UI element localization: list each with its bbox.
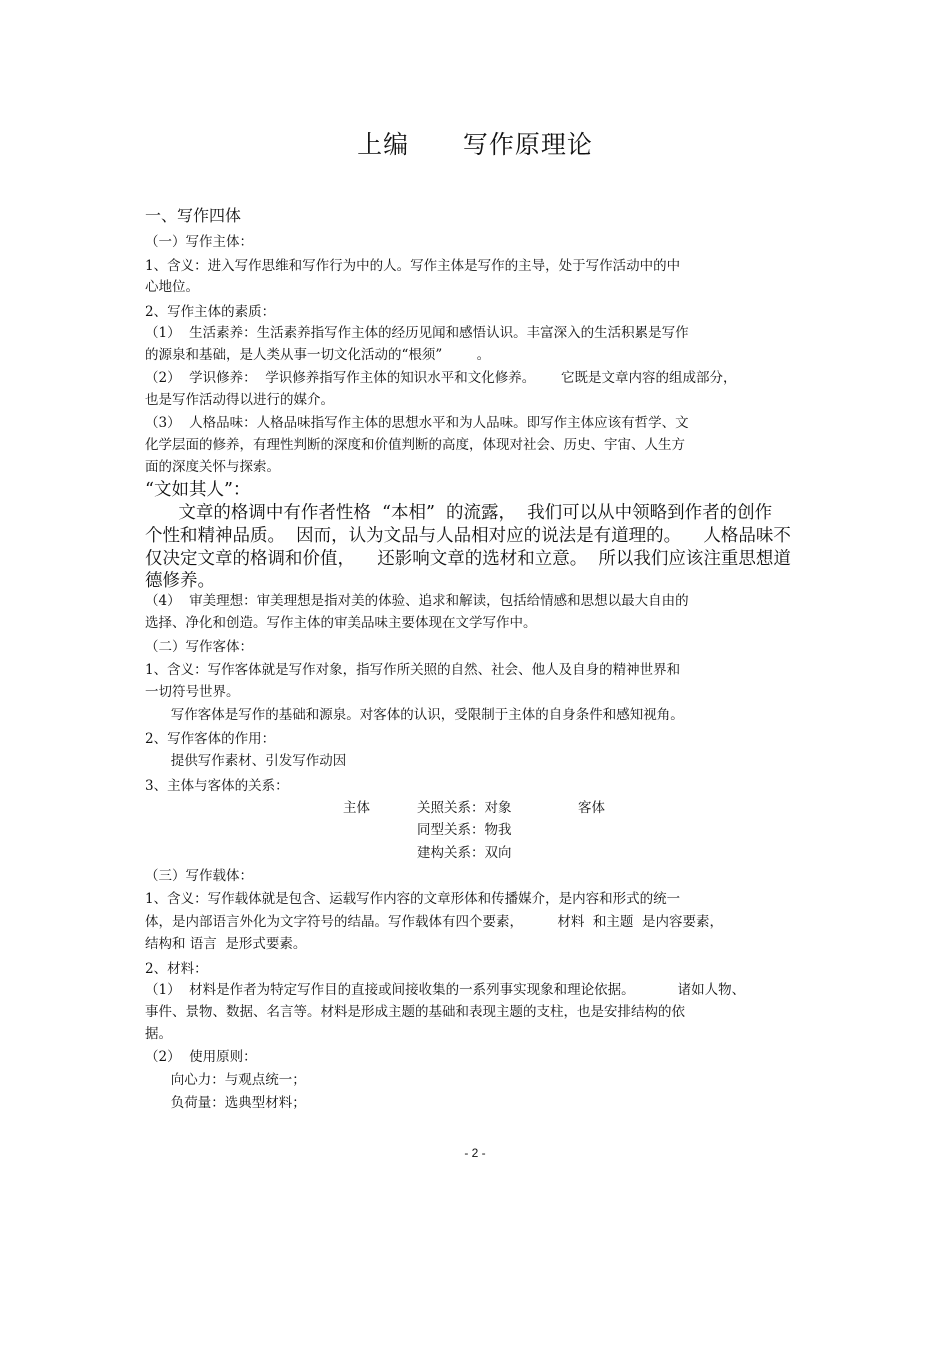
paragraph-line: 负荷量：选典型材料； bbox=[145, 1095, 306, 1111]
paragraph-line: （2） 学识修养： 学识修养指写作主体的知识水平和文化修养。 它既是文章内容的组成部分， bbox=[145, 370, 737, 386]
paragraph-line: 2、写作客体的作用： bbox=[145, 731, 276, 747]
quote-line: 仅决定文章的格调和价值， 还影响文章的选材和立意。 所以我们应该注重思想道 bbox=[145, 549, 791, 569]
page-title: 上编 写作原理论 bbox=[357, 130, 593, 159]
paragraph-line: （2） 使用原则： bbox=[145, 1049, 257, 1065]
paragraph-line: （4） 审美理想：审美理想是指对美的体验、追求和解读，包括给情感和思想以最大自由的 bbox=[145, 593, 689, 609]
paragraph-line: 2、材料： bbox=[145, 961, 208, 977]
quote-line: 个性和精神品质。 因而，认为文品与人品相对应的说法是有道理的。 人格品味不 bbox=[145, 526, 791, 546]
quote-line: 德修养。 bbox=[145, 571, 215, 591]
paragraph-line: 写作客体是写作的基础和源泉。对客体的认识，受限制于主体的自身条件和感知视角。 bbox=[145, 707, 684, 723]
paragraph-line: 据。 bbox=[145, 1026, 172, 1042]
paragraph-line: 向心力：与观点统一； bbox=[145, 1072, 306, 1088]
relation-object: 客体 bbox=[578, 800, 605, 816]
paragraph-line: （1） 材料是作者为特定写作目的直接或间接收集的一系列事实现象和理论依据。 诸如人物、 bbox=[145, 982, 746, 998]
relation-item: 关照关系：对象 bbox=[417, 800, 512, 816]
relation-subject: 主体 bbox=[343, 800, 370, 816]
paragraph-line: 的源泉和基础，是人类从事一切文化活动的“根须” 。 bbox=[145, 347, 491, 363]
subheading-subject: （一）写作主体： bbox=[145, 234, 253, 250]
paragraph-line: 体，是内部语言外化为文字符号的结晶。写作载体有四个要素， 材料 和主题 是内容要素， bbox=[145, 914, 723, 930]
paragraph-line: 事件、景物、数据、名言等。材料是形成主题的基础和表现主题的支柱，也是安排结构的依 bbox=[145, 1004, 685, 1020]
paragraph-line: 提供写作素材、引发写作动因 bbox=[145, 753, 347, 769]
quote-title: “文如其人”： bbox=[145, 480, 251, 500]
subheading-object: （二）写作客体： bbox=[145, 639, 253, 655]
subheading-carrier: （三）写作载体： bbox=[145, 868, 253, 884]
paragraph-line: 3、主体与客体的关系： bbox=[145, 778, 289, 794]
paragraph-line: 也是写作活动得以进行的媒介。 bbox=[145, 392, 334, 408]
paragraph-line: （1） 生活素养：生活素养指写作主体的经历见闻和感悟认识。丰富深入的生活积累是写作 bbox=[145, 325, 689, 341]
paragraph-line: 心地位。 bbox=[145, 279, 199, 295]
paragraph-line: （3） 人格品味：人格品味指写作主体的思想水平和为人品味。即写作主体应该有哲学、文 bbox=[145, 415, 689, 431]
paragraph-line: 选择、净化和创造。写作主体的审美品味主要体现在文学写作中。 bbox=[145, 615, 537, 631]
paragraph-line: 1、含义：进入写作思维和写作行为中的人。写作主体是写作的主导，处于写作活动中的中 bbox=[145, 258, 681, 274]
section-heading: 一、写作四体 bbox=[145, 206, 242, 225]
paragraph-line: 1、含义：写作客体就是写作对象，指写作所关照的自然、社会、他人及自身的精神世界和 bbox=[145, 662, 681, 678]
page-number: - 2 - bbox=[464, 1146, 486, 1160]
paragraph-line: 一切符号世界。 bbox=[145, 684, 240, 700]
paragraph-line: 面的深度关怀与探索。 bbox=[145, 459, 280, 475]
relation-item: 建构关系：双向 bbox=[417, 845, 512, 861]
relation-item: 同型关系：物我 bbox=[417, 822, 512, 838]
paragraph-line: 结构和 语言 是形式要素。 bbox=[145, 936, 307, 952]
subheading-quality: 2、写作主体的素质： bbox=[145, 304, 276, 320]
paragraph-line: 1、含义：写作载体就是包含、运载写作内容的文章形体和传播媒介，是内容和形式的统一 bbox=[145, 891, 681, 907]
paragraph-line: 化学层面的修养，有理性判断的深度和价值判断的高度，体现对社会、历史、宇宙、人生方 bbox=[145, 437, 685, 453]
quote-line: 文章的格调中有作者性格 “本相” 的流露， 我们可以从中领略到作者的创作 bbox=[145, 503, 773, 523]
